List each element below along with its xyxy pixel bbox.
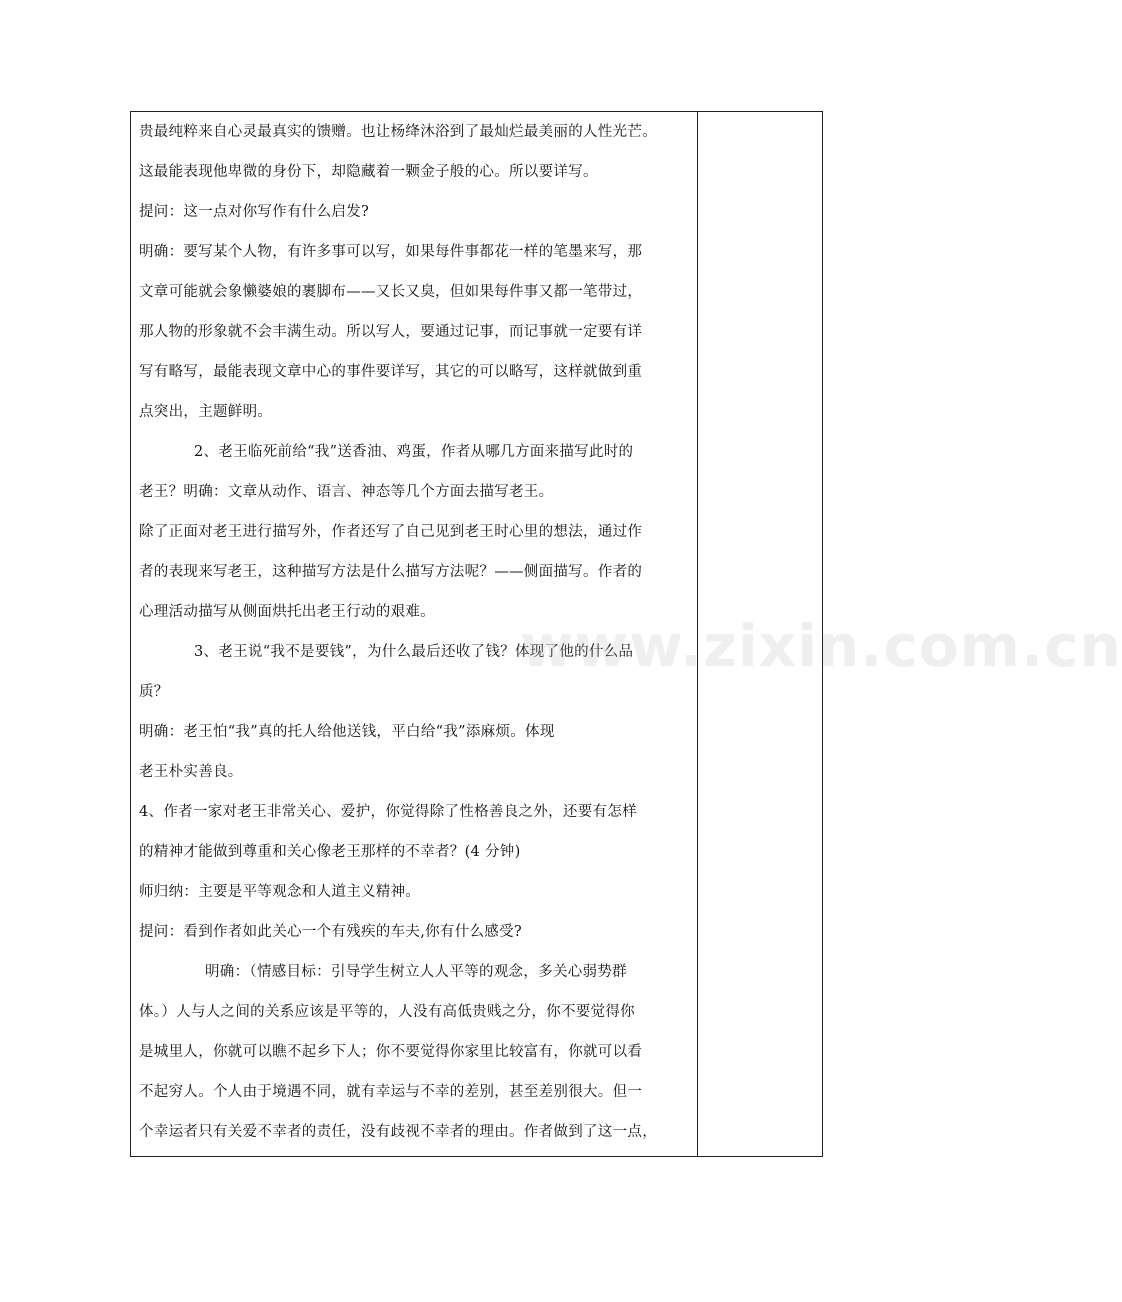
text-line: 文章可能就会象懒婆娘的裹脚布——又长又臭，但如果每件事又都一笔带过， [139,284,643,300]
text-line: 明确：老王怕“我”真的托人给他送钱，平白给“我”添麻烦。体现 [139,724,555,740]
watermark: www.zixin.com.cn [520,612,1122,680]
text-line: 4、作者一家对老王非常关心、爱护，你觉得除了性格善良之外，还要有怎样 [139,804,637,820]
text-line: 师归纳：主要是平等观念和人道主义精神。 [139,884,421,900]
text-line: 2、老王临死前给“我”送香油、鸡蛋，作者从哪几方面来描写此时的 [194,444,634,460]
text-line: 个幸运者只有关爱不幸者的责任，没有歧视不幸者的理由。作者做到了这一点， [139,1124,657,1140]
text-line: 质？ [139,684,169,700]
text-line: 那人物的形象就不会丰满生动。所以写人，要通过记事，而记事就一定要有详 [139,324,643,340]
text-line: 老王朴实善良。 [139,764,243,780]
text-line: 体。）人与人之间的关系应该是平等的，人没有高低贵贱之分，你不要觉得你 [139,1004,635,1020]
text-line: 除了正面对老王进行描写外，作者还写了自己见到老王时心里的想法，通过作 [139,524,643,540]
text-line: 写有略写，最能表现文章中心的事件要详写，其它的可以略写，这样就做到重 [139,364,643,380]
text-line: 老王？明确：文章从动作、语言、神态等几个方面去描写老王。 [139,484,554,500]
text-line: 的精神才能做到尊重和关心像老王那样的不幸者？(4 分钟) [139,844,521,860]
notes-cell [698,112,823,1156]
text-line: 3、老王说“我不是要钱”，为什么最后还收了钱？体现了他的什么品 [194,644,634,660]
text-line: 明确：（情感目标：引导学生树立人人平等的观念，多关心弱势群 [205,964,627,980]
text-line: 心理活动描写从侧面烘托出老王行动的艰难。 [139,604,435,620]
content-cell [139,112,694,1156]
text-line: 这最能表现他卑微的身份下，却隐藏着一颗金子般的心。所以要详写。 [139,164,598,180]
text-line: 不起穷人。个人由于境遇不同，就有幸运与不幸的差别，甚至差别很大。但一 [139,1084,643,1100]
text-line: 者的表现来写老王，这种描写方法是什么描写方法呢？——侧面描写。作者的 [139,564,643,580]
text-line: 贵最纯粹来自心灵最真实的馈赠。也让杨绛沐浴到了最灿烂最美丽的人性光芒。 [139,124,657,140]
text-line: 点突出，主题鲜明。 [139,404,273,420]
text-line: 提问：这一点对你写作有什么启发? [139,204,370,220]
lesson-table [130,111,823,1157]
text-line: 是城里人，你就可以瞧不起乡下人；你不要觉得你家里比较富有，你就可以看 [139,1044,643,1060]
text-line: 明确：要写某个人物，有许多事可以写，如果每件事都花一样的笔墨来写，那 [139,244,643,260]
text-line: 提问：看到作者如此关心一个有残疾的车夫,你有什么感受? [139,924,522,940]
